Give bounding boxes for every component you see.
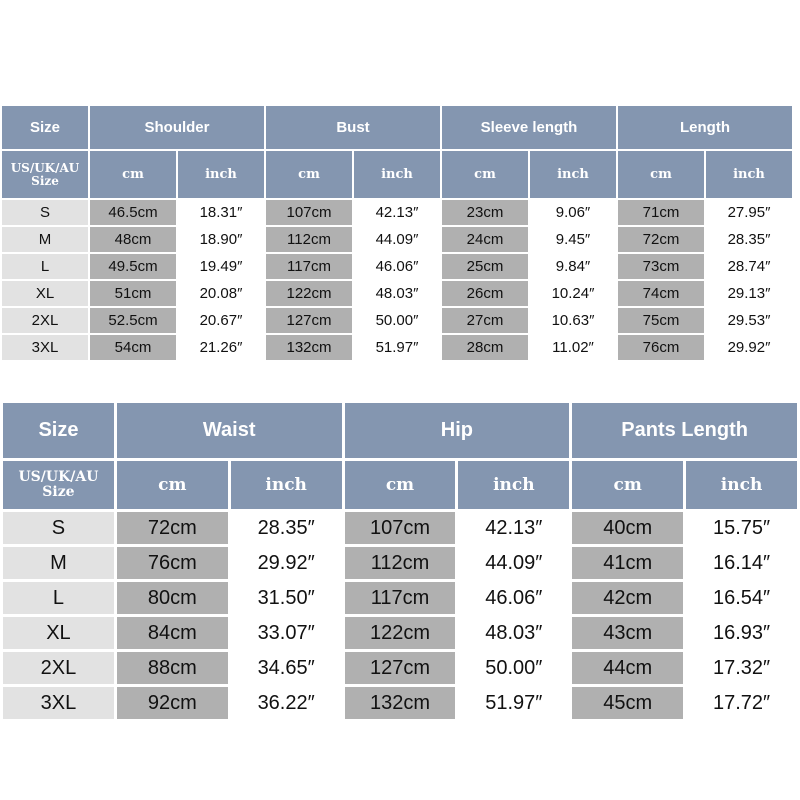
cm-value-cell: 122cm: [345, 617, 456, 649]
table-row: [3, 582, 797, 614]
table-row: [3, 512, 797, 544]
size-cell: S: [3, 512, 114, 544]
size-header: Size: [3, 403, 114, 458]
size-cell: M: [3, 547, 114, 579]
size-system-line: US/UK/AU: [18, 469, 99, 486]
unit-inch: inch: [458, 461, 569, 509]
inch-value-cell: 46.06″: [458, 582, 569, 614]
unit-cm: cm: [442, 151, 528, 198]
cm-value-cell: 132cm: [266, 335, 352, 360]
table-row: [2, 200, 792, 225]
unit-inch: inch: [178, 151, 264, 198]
size-system-line: US/UK/AU: [10, 160, 80, 175]
cm-value-cell: 45cm: [572, 687, 683, 719]
unit-inch: inch: [231, 461, 342, 509]
size-cell: XL: [2, 281, 88, 306]
inch-value-cell: 28.74″: [706, 254, 792, 279]
table-row: [2, 281, 792, 306]
table-row: [3, 617, 797, 649]
shoulder-header: Shoulder: [90, 106, 264, 149]
inch-value-cell: 50.00″: [458, 652, 569, 684]
cm-value-cell: 112cm: [266, 227, 352, 252]
inch-value-cell: 29.13″: [706, 281, 792, 306]
cm-value-cell: 112cm: [345, 547, 456, 579]
inch-value-cell: 21.26″: [178, 335, 264, 360]
inch-value-cell: 11.02″: [530, 335, 616, 360]
size-cell: L: [3, 582, 114, 614]
size-system-label: [3, 461, 114, 509]
bottom-table-body: [3, 512, 797, 719]
unit-cm: cm: [345, 461, 456, 509]
unit-inch: inch: [530, 151, 616, 198]
size-cell: S: [2, 200, 88, 225]
cm-value-cell: 75cm: [618, 308, 704, 333]
cm-value-cell: 127cm: [266, 308, 352, 333]
size-cell: 2XL: [3, 652, 114, 684]
inch-value-cell: 44.09″: [354, 227, 440, 252]
inch-value-cell: 51.97″: [354, 335, 440, 360]
cm-value-cell: 73cm: [618, 254, 704, 279]
size-cell: M: [2, 227, 88, 252]
unit-cm: cm: [90, 151, 176, 198]
cm-value-cell: 27cm: [442, 308, 528, 333]
unit-cm: cm: [266, 151, 352, 198]
inch-value-cell: 29.92″: [706, 335, 792, 360]
sleeve-length-header: Sleeve length: [442, 106, 616, 149]
top-size-chart: [0, 104, 794, 362]
cm-value-cell: 44cm: [572, 652, 683, 684]
cm-value-cell: 117cm: [345, 582, 456, 614]
inch-value-cell: 42.13″: [458, 512, 569, 544]
unit-inch: inch: [354, 151, 440, 198]
size-cell: XL: [3, 617, 114, 649]
table-row: [2, 227, 792, 252]
inch-value-cell: 28.35″: [706, 227, 792, 252]
cm-value-cell: 51cm: [90, 281, 176, 306]
cm-value-cell: 72cm: [618, 227, 704, 252]
inch-value-cell: 29.53″: [706, 308, 792, 333]
size-cell: L: [2, 254, 88, 279]
cm-value-cell: 88cm: [117, 652, 228, 684]
bottom-size-chart: [0, 400, 800, 722]
inch-value-cell: 48.03″: [458, 617, 569, 649]
inch-value-cell: 20.08″: [178, 281, 264, 306]
size-cell: 3XL: [3, 687, 114, 719]
inch-value-cell: 17.32″: [686, 652, 797, 684]
unit-inch: inch: [706, 151, 792, 198]
bust-header: Bust: [266, 106, 440, 149]
cm-value-cell: 80cm: [117, 582, 228, 614]
cm-value-cell: 117cm: [266, 254, 352, 279]
cm-value-cell: 76cm: [117, 547, 228, 579]
waist-header: Waist: [117, 403, 342, 458]
cm-value-cell: 76cm: [618, 335, 704, 360]
inch-value-cell: 20.67″: [178, 308, 264, 333]
unit-row: [2, 151, 792, 198]
hip-header: Hip: [345, 403, 570, 458]
inch-value-cell: 36.22″: [231, 687, 342, 719]
cm-value-cell: 127cm: [345, 652, 456, 684]
cm-value-cell: 71cm: [618, 200, 704, 225]
unit-row: [3, 461, 797, 509]
top-table-body: [2, 200, 792, 360]
inch-value-cell: 44.09″: [458, 547, 569, 579]
inch-value-cell: 16.14″: [686, 547, 797, 579]
size-cell: 3XL: [2, 335, 88, 360]
inch-value-cell: 9.06″: [530, 200, 616, 225]
inch-value-cell: 9.84″: [530, 254, 616, 279]
cm-value-cell: 25cm: [442, 254, 528, 279]
cm-value-cell: 52.5cm: [90, 308, 176, 333]
inch-value-cell: 10.63″: [530, 308, 616, 333]
table-row: [3, 652, 797, 684]
cm-value-cell: 49.5cm: [90, 254, 176, 279]
table-row: [2, 254, 792, 279]
cm-value-cell: 26cm: [442, 281, 528, 306]
size-header: Size: [2, 106, 88, 149]
size-system-label: [2, 151, 88, 198]
inch-value-cell: 48.03″: [354, 281, 440, 306]
inch-value-cell: 50.00″: [354, 308, 440, 333]
inch-value-cell: 29.92″: [231, 547, 342, 579]
cm-value-cell: 46.5cm: [90, 200, 176, 225]
size-system-line: Size: [42, 484, 75, 500]
unit-inch: inch: [686, 461, 797, 509]
header-row: [2, 106, 792, 149]
cm-value-cell: 42cm: [572, 582, 683, 614]
cm-value-cell: 41cm: [572, 547, 683, 579]
cm-value-cell: 72cm: [117, 512, 228, 544]
inch-value-cell: 42.13″: [354, 200, 440, 225]
length-header: Length: [618, 106, 792, 149]
unit-cm: cm: [572, 461, 683, 509]
inch-value-cell: 18.31″: [178, 200, 264, 225]
unit-cm: cm: [618, 151, 704, 198]
inch-value-cell: 34.65″: [231, 652, 342, 684]
table-row: [2, 335, 792, 360]
inch-value-cell: 16.54″: [686, 582, 797, 614]
table-row: [3, 547, 797, 579]
pants-length-header: Pants Length: [572, 403, 797, 458]
inch-value-cell: 28.35″: [231, 512, 342, 544]
cm-value-cell: 122cm: [266, 281, 352, 306]
header-row: [3, 403, 797, 458]
inch-value-cell: 16.93″: [686, 617, 797, 649]
inch-value-cell: 51.97″: [458, 687, 569, 719]
inch-value-cell: 31.50″: [231, 582, 342, 614]
inch-value-cell: 15.75″: [686, 512, 797, 544]
cm-value-cell: 40cm: [572, 512, 683, 544]
size-system-line: Size: [31, 173, 59, 188]
cm-value-cell: 107cm: [266, 200, 352, 225]
cm-value-cell: 74cm: [618, 281, 704, 306]
inch-value-cell: 17.72″: [686, 687, 797, 719]
inch-value-cell: 10.24″: [530, 281, 616, 306]
inch-value-cell: 18.90″: [178, 227, 264, 252]
inch-value-cell: 27.95″: [706, 200, 792, 225]
unit-cm: cm: [117, 461, 228, 509]
cm-value-cell: 28cm: [442, 335, 528, 360]
cm-value-cell: 84cm: [117, 617, 228, 649]
cm-value-cell: 43cm: [572, 617, 683, 649]
inch-value-cell: 33.07″: [231, 617, 342, 649]
cm-value-cell: 107cm: [345, 512, 456, 544]
inch-value-cell: 19.49″: [178, 254, 264, 279]
cm-value-cell: 24cm: [442, 227, 528, 252]
table-row: [3, 687, 797, 719]
cm-value-cell: 48cm: [90, 227, 176, 252]
inch-value-cell: 9.45″: [530, 227, 616, 252]
inch-value-cell: 46.06″: [354, 254, 440, 279]
cm-value-cell: 23cm: [442, 200, 528, 225]
size-cell: 2XL: [2, 308, 88, 333]
cm-value-cell: 132cm: [345, 687, 456, 719]
cm-value-cell: 54cm: [90, 335, 176, 360]
cm-value-cell: 92cm: [117, 687, 228, 719]
table-row: [2, 308, 792, 333]
